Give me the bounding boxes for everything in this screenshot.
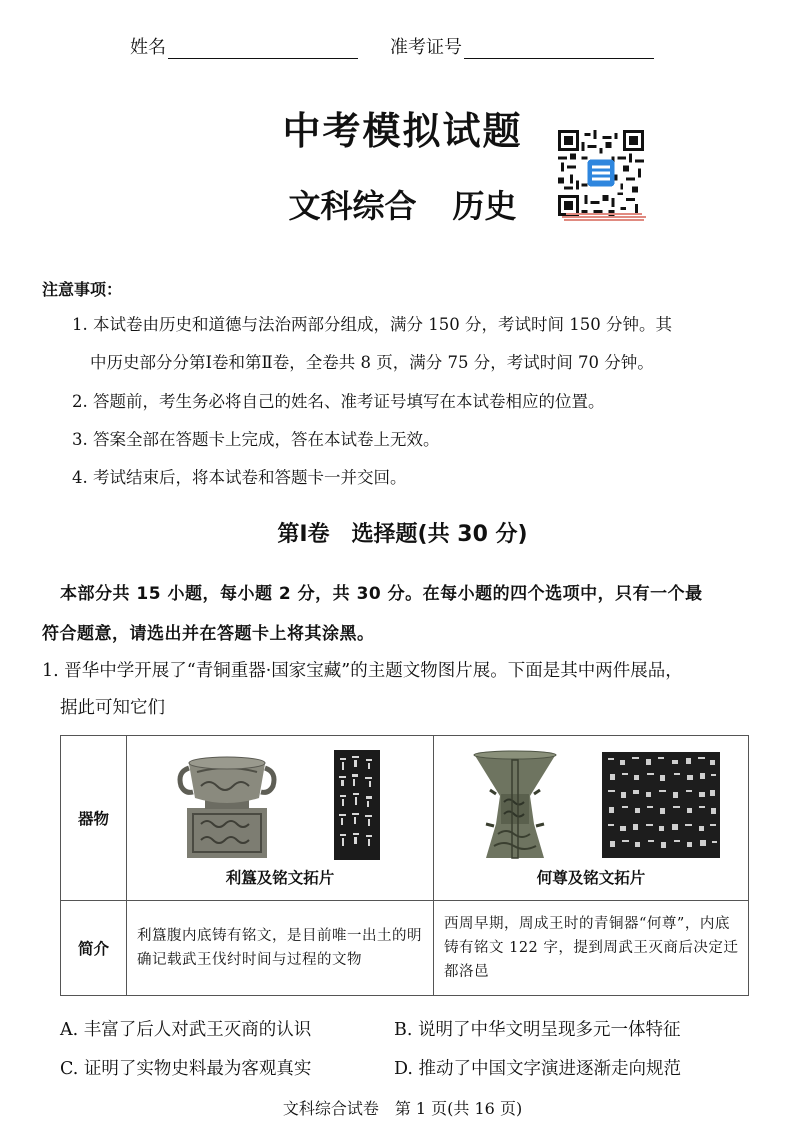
question-1-stem-line1: 1. 晋华中学开展了“青铜重器·国家宝藏”的主题文物图片展。下面是其中两件展品，	[42, 661, 683, 681]
page-title: 中考模拟试题	[282, 108, 523, 153]
notice-item-2: 2. 答题前，考生务必将自己的姓名、准考证号填写在本试卷相应的位置。	[72, 392, 605, 411]
row-label-intro: 简介	[61, 901, 127, 996]
li-gui-cell	[127, 736, 434, 901]
he-zun-vessel-icon	[472, 750, 558, 862]
section-title: 第Ⅰ卷 选择题(共 30 分)	[277, 522, 528, 547]
exam-id-field	[390, 33, 654, 59]
he-zun-rubbing-icon	[602, 752, 720, 858]
option-d[interactable]: D. 推动了中国文字演进逐渐走向规范	[394, 1059, 682, 1079]
exam-id-label: 准考证号	[390, 37, 462, 58]
name-label: 姓名	[130, 37, 166, 58]
section-intro-line2: 符合题意，请选出并在答题卡上将其涂黑。	[42, 624, 375, 644]
qr-caption-scribble	[560, 212, 648, 222]
name-field	[130, 33, 358, 59]
page-footer: 文科综合试卷 第 1 页(共 16 页)	[282, 1099, 523, 1118]
li-gui-caption: 利簋及铭文拓片	[225, 869, 335, 887]
artifact-table	[60, 735, 749, 996]
li-gui-rubbing-icon	[334, 750, 380, 860]
li-gui-description: 利簋腹内底铸有铭文，是目前唯一出土的明确记载武王伐纣时间与过程的文物	[127, 901, 434, 996]
page-subtitle	[0, 181, 805, 227]
row-label-artifact: 器物	[61, 736, 127, 901]
he-zun-description: 西周早期，周成王时的青铜器“何尊”，内底铸有铭文 122 字，提到周武王灭商后决定迁都洛邑	[434, 901, 749, 996]
option-b[interactable]: B. 说明了中华文明呈现多元一体特征	[394, 1020, 681, 1040]
subtitle-subject: 文科综合	[288, 187, 417, 225]
question-1-stem-line2: 据此可知它们	[60, 698, 165, 718]
option-a[interactable]: A. 丰富了后人对武王灭商的认识	[60, 1020, 312, 1040]
li-gui-vessel-icon	[175, 746, 285, 861]
name-blank-line[interactable]	[168, 40, 358, 59]
subtitle-part: 历史	[452, 187, 517, 225]
notice-item-1: 1. 本试卷由历史和道德与法治两部分组成，满分 150 分，考试时间 150 分钟。其	[72, 315, 672, 334]
he-zun-caption: 何尊及铭文拓片	[536, 869, 646, 887]
notice-item-3: 3. 答案全部在答题卡上完成，答在本试卷上无效。	[72, 430, 440, 449]
exam-id-blank-line[interactable]	[464, 40, 654, 59]
he-zun-cell	[434, 736, 749, 901]
qr-code-icon	[558, 130, 644, 216]
option-c[interactable]: C. 证明了实物史料最为客观真实	[60, 1059, 312, 1079]
notice-item-1-cont: 中历史部分分第Ⅰ卷和第Ⅱ卷，全卷共 8 页，满分 75 分，考试时间 70 分钟。	[90, 353, 654, 372]
section-intro-line1: 本部分共 15 小题，每小题 2 分，共 30 分。在每小题的四个选项中，只有一个最	[60, 584, 703, 604]
notice-heading: 注意事项：	[42, 280, 123, 299]
notice-item-4: 4. 考试结束后，将本试卷和答题卡一并交回。	[72, 468, 407, 487]
